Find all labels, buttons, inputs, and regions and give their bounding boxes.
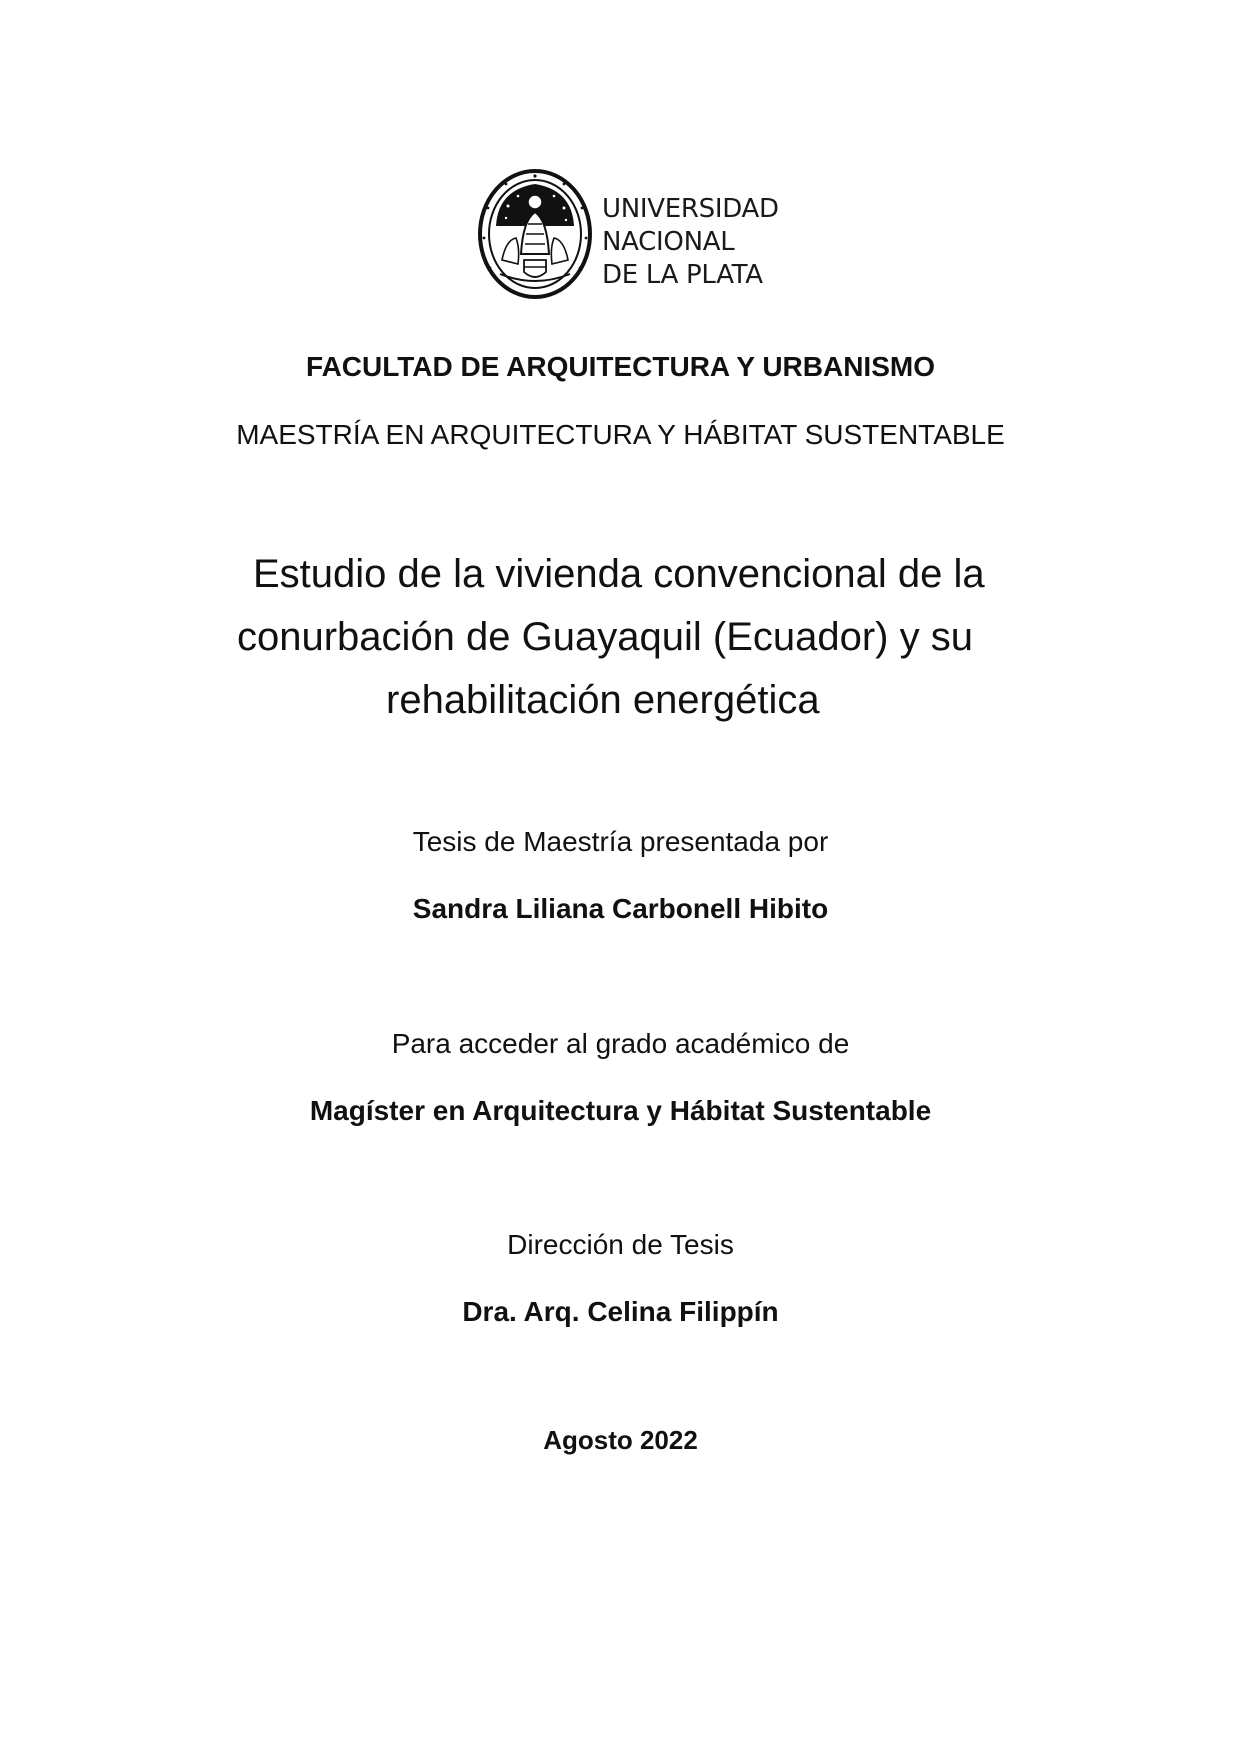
university-name-line-1: UNIVERSIDAD bbox=[602, 194, 779, 224]
director-name: Dra. Arq. Celina Filippín bbox=[462, 1296, 779, 1327]
university-name-line-2: NACIONAL bbox=[602, 227, 735, 257]
university-name bbox=[602, 193, 779, 292]
program-name: MAESTRÍA EN ARQUITECTURA Y HÁBITAT SUSTENTABLE bbox=[236, 419, 1005, 450]
degree-name: Magíster en Arquitectura y Hábitat Sustentable bbox=[309, 1095, 932, 1126]
thesis-date: Agosto 2022 bbox=[543, 1425, 698, 1455]
university-seal-icon bbox=[476, 168, 594, 306]
degree-label: Para acceder al grado académico de bbox=[391, 1028, 850, 1059]
university-name-line-3: DE LA PLATA bbox=[602, 260, 763, 290]
author-name: Sandra Liliana Carbonell Hibito bbox=[412, 893, 829, 924]
thesis-title-line-1: Estudio de la vivienda convencional de la bbox=[253, 552, 985, 596]
thesis-title-line-2: conurbación de Guayaquil (Ecuador) y su bbox=[237, 615, 973, 659]
university-logo bbox=[476, 168, 779, 306]
presented-by-label: Tesis de Maestría presentada por bbox=[412, 826, 829, 857]
thesis-title-line-3: rehabilitación energética bbox=[386, 678, 820, 722]
faculty-name: FACULTAD DE ARQUITECTURA Y URBANISMO bbox=[306, 351, 935, 382]
direction-label: Dirección de Tesis bbox=[507, 1229, 734, 1260]
